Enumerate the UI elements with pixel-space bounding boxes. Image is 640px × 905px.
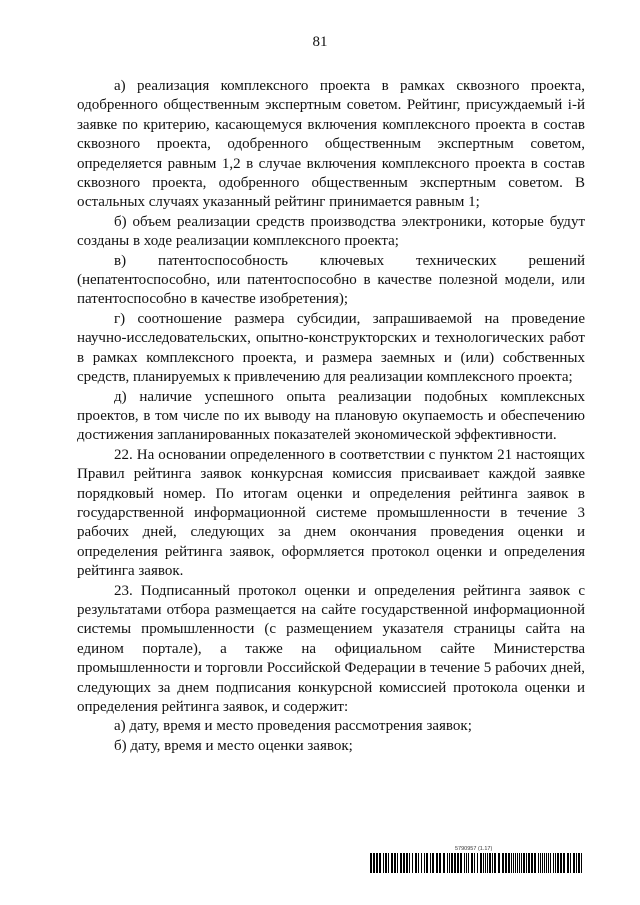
barcode-icon (370, 853, 585, 873)
page-number: 81 (312, 34, 328, 50)
paragraph-criterion-a: а) реализация комплексного проекта в рамках сквозного проекта, одобренного общественным экспертным советом. Рейтинг, присуждаемый i-й заявке по критерию, касающемуся включения комплексного проекта в состав сквозного проекта, одобренного общественным экспертным советом, определяется равным 1,2 в случае включения комплексного проекта в состав сквозного проекта, одобренного общественным экспертным советом. В остальных случаях указанный рейтинг принимается равным 1; (77, 78, 585, 211)
document-code: 5790957 (1.17) (455, 846, 493, 852)
paragraph-criterion-b: б) объем реализации средств производства электроники, которые будут созданы в ходе реализации комплексного проекта; (77, 213, 585, 250)
paragraph-criterion-v: в) патентоспособность ключевых технических решений (непатентоспособно, или патентоспособно в качестве полезной модели, или патентоспособно в качестве изобретения); (77, 252, 585, 308)
paragraph-item-a: а) дату, время и место проведения рассмотрения заявок; (114, 718, 472, 735)
paragraph-criterion-g: г) соотношение размера субсидии, запрашиваемой на проведение научно-исследовательских, опытно-конструкторских и технологических работ в рамках комплексного проекта, и размера заемных и (или) собственных средств, планируемых к привлечению для реализации комплексного проекта; (77, 310, 585, 386)
paragraph-clause-23: 23. Подписанный протокол оценки и определения рейтинга заявок с результатами отбора размещается на сайте государственной информационной системы промышленности (с размещением указателя страницы сайта на едином портале), а также на официальном сайте Министерства промышленности и торговли Российской Федерации в течение 5 рабочих дней, следующих за днем подписания конкурсной комиссией протокола оценки и определения рейтинга заявок, и содержит: (77, 582, 585, 715)
paragraph-item-b: б) дату, время и место оценки заявок; (114, 737, 353, 754)
paragraph-criterion-d: д) наличие успешного опыта реализации подобных комплексных проектов, в том числе по их выводу на плановую окупаемость и обеспечению достижения запланированных показателей экономической эффективности. (77, 388, 585, 444)
paragraph-clause-22: 22. На основании определенного в соответствии с пунктом 21 настоящих Правил рейтинга заявок конкурсная комиссия присваивает каждой заявке порядковый номер. По итогам оценки и определения рейтинга заявок в государственной информационной системе промышленности в течение 3 рабочих дней, следующих за днем окончания проведения оценки и определения рейтинга заявок, оформляется протокол оценки и определения рейтинга заявок. (77, 446, 585, 580)
document-body (77, 77, 585, 756)
